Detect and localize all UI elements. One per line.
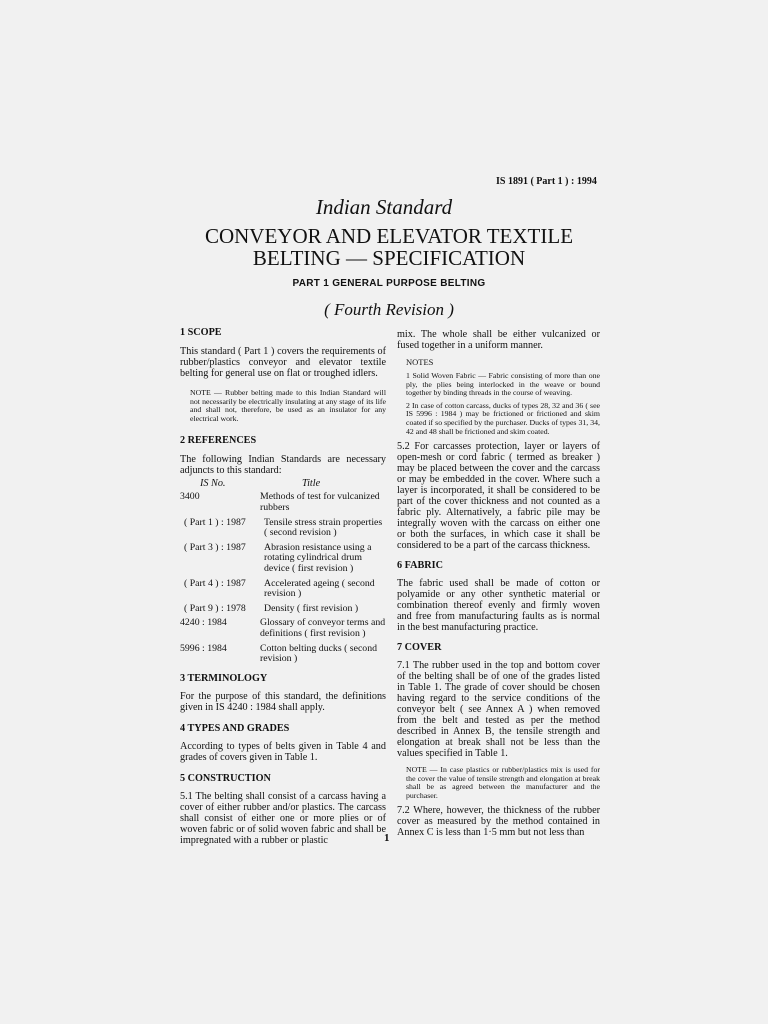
reference-number: ( Part 1 ) : 1987	[184, 516, 246, 528]
reference-number: 3400	[180, 491, 200, 503]
notes-heading: NOTES	[406, 357, 434, 367]
reference-row	[180, 604, 386, 615]
reference-row	[180, 492, 386, 513]
section-heading-construction: 5 CONSTRUCTION	[180, 772, 271, 784]
references-list	[180, 492, 386, 664]
note-2: 2 In case of cotton carcass, ducks of types 28, 32 and 36 ( see IS 5996 : 1984 ) may be frictioned or frictioned and skim coated if so specified by the purchaser. Ducks of types 31, 34, 42 and 48 shall be frictioned and skim coated.	[406, 400, 600, 436]
section-heading-terminology: 3 TERMINOLOGY	[180, 672, 268, 684]
reference-number: ( Part 9 ) : 1978	[184, 602, 246, 614]
reference-row	[180, 644, 386, 665]
section-heading-cover: 7 COVER	[397, 642, 442, 654]
references-col-no: IS No.	[200, 478, 226, 490]
reference-number: ( Part 4 ) : 1987	[184, 577, 246, 589]
revision-label: ( Fourth Revision )	[324, 300, 454, 319]
part-heading: PART 1 GENERAL PURPOSE BELTING	[292, 278, 486, 289]
title-line-2: BELTING — SPECIFICATION	[252, 246, 526, 270]
note-1: 1 Solid Woven Fabric — Fabric consisting of more than one ply, the plies being interlocked in the weave or bound together by binding threads in the course of weaving.	[406, 371, 600, 398]
left-column	[180, 327, 386, 846]
fabric-text: The fabric used shall be made of cotton or polyamide or any other synthetic material or combination thereof evenly and firmly woven and free from manufacturing faults as is normal in the best manufacturing practice.	[397, 578, 600, 634]
references-text: The following Indian Standards are necessary adjuncts to this standard:	[180, 454, 386, 477]
reference-row	[180, 518, 386, 539]
reference-number: 5996 : 1984	[180, 642, 227, 654]
scope-text: This standard ( Part 1 ) covers the requirements of rubber/plastics conveyor and elevator textile belting for general use on flat or troughed idlers.	[180, 346, 386, 379]
reference-title: Tensile stress strain properties ( second revision )	[264, 516, 383, 539]
scope-note: NOTE — Rubber belting made to this Indian Standard will not necessarily be electrically insulating at any stage of its life and shall not, therefore, be used as an insulator for any electrical work.	[190, 388, 386, 423]
clause-5-2-text: 5.2 For carcasses protection, layer or layers of open-mesh or cord fabric ( termed as breaker ) may be placed between the cover and the carcass or may be embedded in the cover. Where such a layer is incorporated, it shall be considered to be part of the cover thickness and not counted as a fabric ply. Alternatively, a fabric pile may be integrally woven with the carcass on either one or both the surfaces, in which case it shall be considered to be a part of the carcass thickness.	[397, 441, 600, 552]
page-number: 1	[384, 832, 390, 844]
title-line-1: CONVEYOR AND ELEVATOR TEXTILE	[204, 224, 574, 248]
reference-title: Accelerated ageing ( second revision )	[264, 577, 375, 600]
reference-row	[180, 618, 386, 639]
construction-text: 5.1 The belting shall consist of a carcass having a cover of either rubber and/or plastics. The carcass shall consist of either one or more plies or of woven fabric or of solid woven fabric and shall be impregnated with a rubber or plastic	[180, 790, 386, 846]
clause-7-1-text: 7.1 The rubber used in the top and bottom cover of the belting shall be of one of the grades listed in Table 1. The grade of cover should be chosen having regard to the service conditions of the conveyor belt ( see Annex A ) when removed from the belt and tested as per the method described in Annex B, the tensile strength and elongation at break shall not be less than the values specified in Table 1.	[397, 660, 600, 760]
terminology-text: For the purpose of this standard, the definitions given in IS 4240 : 1984 shall apply.	[180, 690, 386, 713]
reference-number: ( Part 3 ) : 1987	[184, 541, 246, 553]
types-and-grades-text: According to types of belts given in Table 4 and grades of covers given in Table 1.	[180, 740, 386, 763]
cover-note: NOTE — In case plastics or rubber/plastics mix is used for the cover the value of tensile strength and elongation at break shall be as agreed between the manufacturer and the purchaser.	[406, 765, 600, 800]
reference-title: Methods of test for vulcanized rubbers	[260, 491, 380, 513]
references-col-title: Title	[302, 478, 321, 490]
reference-title: Density ( first revision )	[264, 602, 359, 614]
clause-7-2-text: 7.2 Where, however, the thickness of the rubber cover as measured by the method contained in Annex C is less than 1·5 mm but not less than	[397, 804, 600, 838]
reference-number: 4240 : 1984	[180, 617, 227, 629]
reference-row	[180, 579, 386, 600]
section-heading-types-and-grades: 4 TYPES AND GRADES	[180, 722, 290, 734]
references-header	[180, 478, 386, 489]
continuation-text: mix. The whole shall be either vulcanized or fused together in a uniform manner.	[397, 329, 600, 351]
standard-label: Indian Standard	[315, 195, 453, 219]
section-heading-references: 2 REFERENCES	[180, 435, 257, 447]
document-id: IS 1891 ( Part 1 ) : 1994	[496, 176, 597, 187]
reference-title: Cotton belting ducks ( second revision )	[260, 642, 378, 665]
reference-title: Abrasion resistance using a rotating cylindrical drum device ( first revision )	[264, 541, 372, 574]
right-column	[397, 329, 600, 838]
reference-title: Glossary of conveyor terms and definitions ( first revision )	[260, 617, 386, 639]
section-heading-scope: 1 SCOPE	[180, 327, 222, 338]
section-heading-fabric: 6 FABRIC	[397, 560, 443, 572]
reference-row	[180, 543, 386, 575]
